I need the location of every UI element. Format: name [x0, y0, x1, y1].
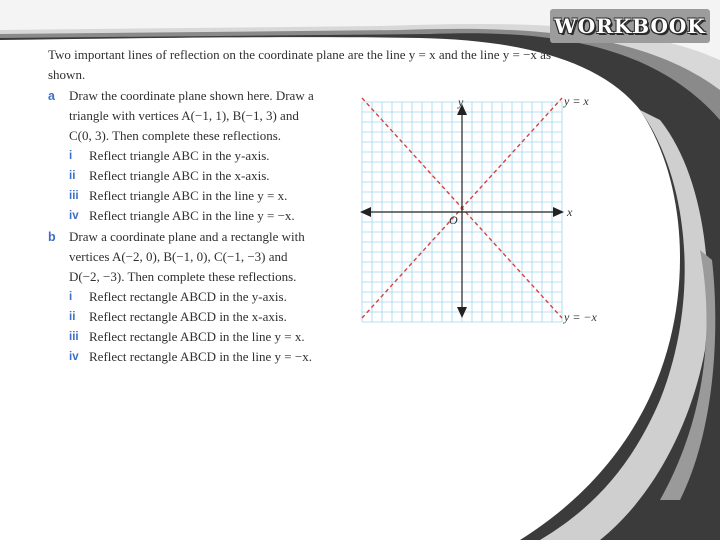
y-axis-arrow-down: [457, 307, 467, 318]
y-axis-label: y: [458, 95, 464, 109]
part-a-item-num: iii: [69, 190, 79, 202]
part-b-item-num: iv: [69, 351, 79, 363]
part-a-item-text: Reflect triangle ABC in the line y = x.: [89, 188, 288, 203]
part-a-line-3: C(0, 3). Then complete these reflections.: [69, 128, 282, 143]
coordinate-plane-diagram: [350, 90, 610, 330]
origin-label: O: [449, 213, 458, 227]
x-axis-label: x: [567, 205, 573, 219]
part-a-item-num: iv: [69, 210, 79, 222]
part-b-item-text: Reflect rectangle ABCD in the y-axis.: [89, 289, 287, 304]
intro-line-1: Two important lines of reflection on the coordinate plane are the line y = x and the line y = −x as: [48, 47, 552, 62]
part-b-line-2: vertices A(−2, 0), B(−1, 0), C(−1, −3) and: [69, 249, 288, 264]
part-a-line-2: triangle with vertices A(−1, 1), B(−1, 3) and: [69, 108, 299, 123]
part-b-item-text: Reflect rectangle ABCD in the x-axis.: [89, 309, 287, 324]
part-a-item-num: i: [69, 150, 73, 162]
part-a-label: a: [48, 89, 55, 103]
workbook-badge: WORKBOOK: [550, 9, 710, 43]
part-b-line-1: Draw a coordinate plane and a rectangle with: [69, 229, 305, 244]
part-a-line-1: Draw the coordinate plane shown here. Draw a: [69, 88, 314, 103]
part-b-item-text: Reflect rectangle ABCD in the line y = x.: [89, 329, 305, 344]
part-b-item-num: ii: [69, 311, 76, 323]
part-a-item-num: ii: [69, 170, 76, 182]
part-b-item-num: iii: [69, 331, 79, 343]
line-y-equals-x-label: y = x: [564, 94, 589, 108]
part-a-item-text: Reflect triangle ABC in the line y = −x.: [89, 208, 295, 223]
part-b-item-num: i: [69, 291, 73, 303]
line-y-equals-neg-x-label: y = −x: [564, 310, 597, 324]
part-b-label: b: [48, 230, 56, 244]
part-a-item-text: Reflect triangle ABC in the x-axis.: [89, 168, 270, 183]
part-b-item-text: Reflect rectangle ABCD in the line y = −x.: [89, 349, 312, 364]
part-a-item-text: Reflect triangle ABC in the y-axis.: [89, 148, 270, 163]
intro-line-2: shown.: [48, 67, 86, 82]
part-b-line-3: D(−2, −3). Then complete these reflections.: [69, 269, 297, 284]
